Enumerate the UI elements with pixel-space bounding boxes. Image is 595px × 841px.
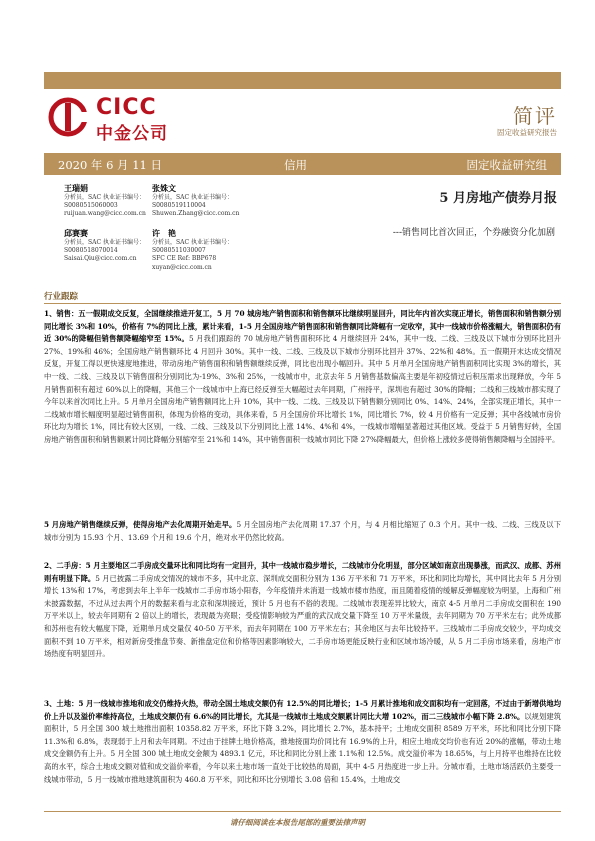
paragraph-text: 以规划建筑面积计，5 月全国 300 城土地推出面积 10358.82 万平米，环比下降 3.2%，同比增长 2.7%，基本持平；土地成交面积 8589 万平米，环比和同比分别下降 11.3%和 6.8%，表现弱于上月和去年同期。不过由于挂牌土地价格高，推地接面均价同比有 16.9%的上升，相应土地成交均价也有近 20%的涨幅，带动土地成交金额仍有上升。5 月全国 300 城土地成交金额为 4893.1 亿元，环比和同比分别上涨 1.1%和 12.5%。成交溢价率为 18.65%，与上月持平也维持在比较高的水平，综合土地成交额对值和成交溢价率看，今年以来土地市场一直处于比较热的局面，其中 4-5 月热度进一步上升。分城市看，土地市场活跃仍主要受一线城市带动，5 月一线城市推地建筑面积为 460.8 万平米，同比和环比分别增长 3.08 倍和 15.4%，土地成交: [44, 711, 562, 784]
paragraph-second-hand: [44, 560, 561, 661]
author-name: 王瑞娟: [64, 183, 88, 193]
section-divider: [44, 303, 561, 304]
author-email[interactable]: ruijuan.wang@cicc.com.cn: [64, 210, 146, 218]
author-extra: SFC CE Ref: BBP678: [152, 255, 217, 263]
author-name: 张姝文: [152, 183, 176, 193]
paragraph-text: 5 月我们跟踪的 70 城房地产销售面积环比 4 月继续回升 24%，其中一线、二线、三线及以下城市分别环比回升 27%、19%和 46%；全国房地产销售额环比 4 月回升 30%。其中一线、二线、三线及以下城市分别环比回升 37%、22%和 48%。五一假期开末达成交情况反复，开复工得以更快速度地推进，带动房地产销售面积和销售额继续反弹，同比也出现小幅回升。其中 5 月单月全国房地产销售面积同比实现 3%的增长，其中一线、二线、三线及以下销售面积分别同比为-19%、3%和 25%，一线城市中，北京去年 5 月销售基数偏高主要是年初疫情过后积压需求出现释放，今年 5 月销售面积有超过 60%以上的降幅，其他三个一线城市中上海已经反弹至大幅超过去年同期，广州持平，深圳也有超过 30%的降幅；二线和三线城市都实现了今年以来首次同比上升。5 月单月全国房地产销售额同比上升 10%，其中一线、二线、三线及以下销售额分别同比 0%、14%、24%，全部实现正增长，其中一二线城市增长幅度明显超过销售面积，体现为价格的变动，具体来看，5 月全国房价环比增长 1%，同比增长 7%，较 4 月价格有一定反弹；其中各线城市房价环比均为增长 1%，同比有较大区别，一线、二线、三线及以下分别同比上涨 14%、4%和 4%，一线城市增幅显著超过其他区域。受益于 5 月销售好转，全国房地产销售面积和销售额累计同比降幅分别缩窄至 21%和 14%，其中销售面积一线城市同比下降 27%降幅最大，但价格上涨较多使得销售额降幅与全国持平。: [44, 334, 561, 444]
author-block: [152, 183, 262, 219]
paragraph-land: [44, 698, 561, 786]
author-role: 分析员，SAC 执业证书编号：: [152, 239, 233, 246]
author-cert: S0080511030007: [152, 247, 206, 255]
paragraph-sales: [44, 308, 561, 447]
paragraph-text: 5 月全国房地产去化周期 17.37 个月，与 4 月相比缩短了 0.3 个月。其中一线、二线、三线及以下城市分别为 15.93 个月、13.69 个月和 19.6 个月，绝对水平仍然比较高。: [44, 520, 561, 542]
author-name: 邱赛赛: [64, 228, 88, 238]
author-cert: S0080515060003: [64, 202, 118, 210]
research-group: 固定收益研究组: [466, 158, 547, 172]
cicc-logo-mark-icon: [48, 97, 88, 137]
doc-type: 简评: [513, 104, 557, 128]
author-email[interactable]: Saisai.Qiu@cicc.com.cn: [64, 255, 137, 263]
author-cert: S0080518070014: [64, 247, 118, 255]
paragraph-lead: 2、二手房：5 月主要地区二手房成交量环比和同比均有一定回升，其中一线城市稳步增长，二线城市分化明显，部分区域如南京出现暴涨，而武汉、成都、苏州则有明显下降。: [44, 561, 561, 583]
author-role: 分析员，SAC 执业证书编号：: [64, 194, 145, 201]
paragraph-lead: 3、土地：5 月一线城市推地和成交仍维持火热，带动全国土地成交额仍有 12.5%的同比增长；1-5 月累计推地和成交面积均有一定回落，不过由于新增供地均价上升以及溢价率维持高位，土地成交额仍有 6.6%的同比增长，尤其是一线城市土地成交额累计同比大增 102%，而二三线城市小幅下降 2.8%。: [44, 699, 561, 721]
author-email[interactable]: xuyan@cicc.com.cn: [152, 263, 212, 271]
footer-divider: [44, 811, 561, 812]
author-name: 许 艳: [152, 228, 176, 238]
author-email[interactable]: Shuwen.Zhang@cicc.com.cn: [152, 210, 240, 218]
logo-text-en: CICC: [96, 95, 157, 120]
author-cert: S0080519110004: [152, 202, 206, 210]
paragraph-lead: 1、销售：五一假期成交反复，全国继续推进开复工，5 月 70 城房地产销售面积和销售额环比继续明显回升，同比年内首次实现正增长，销售面积和销售额分别同比增长 3%和 10%，价格有 7%的同比上涨，累计来看，1-5 月全国房地产销售面积和销售额同比降幅有一定收窄，其中一线城市价格涨幅大，销售面积仍有近 30%的降幅但销售额降幅缩窄至 15%。: [44, 309, 561, 344]
author-block: [152, 228, 262, 272]
paragraph-text: 5 月已披露二手房成交情况的城市不多，其中北京、深圳成交面积分别为 136 万平米和 71 万平米，环比和同比均增长，其中同比去年 5 月分别增长 13%和 17%，考虑到去年上半年一线城市二手房市场小阳春，今年疫情并未消退一线城市楼市热度，而且随着疫情的缓解反弹幅度较为明显，上海和广州未披露数据，不过从过去两个月的数据来看与北京和深圳接近，预计 5 月也有不俗的表现。二线城市表现差异比较大，南京 4-5 月单月二手房成交面积在 190 万平米以上，较去年同期有 2 倍以上的增长，表现最为亮眼；受疫情影响较为严重的武汉成交量下降至 10 万平米量级，去年同期为 70 万平米左右；此外成都和苏州也有较大幅度下降，近期单月成交量仅 40-50 万平米，而去年同期在 100 万平米左右；其余地区与去年比较持平。三线城市二手房成交较少，平均成交面积不到 10 万平米，相对新房受推盘节奏、新推盘定位和价格等因素影响较大，二手房市场更能反映行业和区域市场冷暖，从 5 月二手房市场来看，房地产市场热度有明显回升。: [44, 573, 562, 659]
paragraph-destock: [44, 519, 561, 544]
author-role: 分析员，SAC 执业证书编号：: [152, 194, 233, 201]
author-role: 分析员，SAC 执业证书编号：: [64, 239, 145, 246]
report-date: 2020 年 6 月 11 日: [58, 158, 162, 172]
paragraph-lead: 5 月房地产销售继续反弹，使得房地产去化周期开始走早。: [44, 520, 237, 529]
report-title: 5 月房地产债券月报: [439, 191, 557, 206]
header-top-band: [44, 72, 561, 89]
section-heading: 行业跟踪: [44, 292, 79, 302]
report-sector: 信用: [284, 158, 307, 172]
cicc-logo: [48, 95, 198, 145]
doc-subtype: 固定收益研究报告: [497, 128, 557, 137]
legal-notice: 请仔细阅读在本报告尾部的重要法律声明: [230, 818, 365, 827]
report-subtitle: ---销售同比首次回正，个券融资分化加剧: [392, 228, 555, 238]
info-bar: [44, 153, 561, 175]
logo-text-cn: 中金公司: [96, 124, 168, 144]
